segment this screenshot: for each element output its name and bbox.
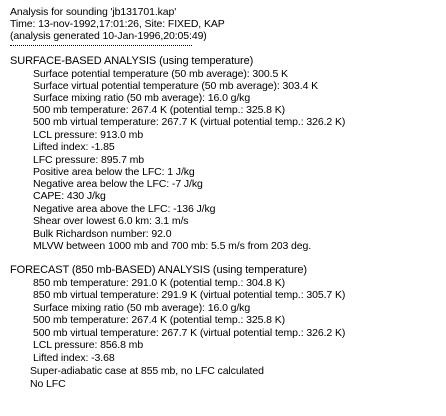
surface-item: Surface mixing ratio (50 mb average): 16.0 g/kg: [33, 92, 251, 104]
surface-item: Negative area below the LFC: -7 J/kg: [33, 178, 203, 190]
forecast-item: LCL pressure: 856.8 mb: [33, 339, 144, 351]
forecast-item: Lifted index: -3.68: [33, 352, 115, 364]
forecast-item: 500 mb temperature: 267.4 K (potential temp.: 325.8 K): [33, 314, 285, 326]
surface-item: MLVW between 1000 mb and 700 mb: 5.5 m/s from 203 deg.: [33, 240, 312, 252]
surface-item: Shear over lowest 6.0 km: 3.1 m/s: [33, 215, 189, 227]
forecast-note: No LFC: [30, 378, 66, 390]
surface-item: Surface potential temperature (50 mb average): 300.5 K: [33, 68, 288, 80]
forecast-item: Surface mixing ratio (50 mb average): 16.0 g/kg: [33, 302, 251, 314]
surface-item: 500 mb temperature: 267.4 K (potential temp.: 325.8 K): [33, 104, 285, 116]
surface-item: Bulk Richardson number: 92.0: [33, 228, 172, 240]
header-sounding-title: Analysis for sounding 'jb131701.kap': [10, 6, 177, 18]
surface-item: Negative area above the LFC: -136 J/kg: [33, 203, 216, 215]
forecast-item: 850 mb temperature: 291.0 K (potential temp.: 304.8 K): [33, 277, 285, 289]
header-time-site: Time: 13-nov-1992,17:01:26, Site: FIXED, KAP: [10, 18, 225, 30]
surface-section-title: SURFACE-BASED ANALYSIS (using temperature): [10, 55, 254, 67]
header-divider: [10, 45, 192, 46]
forecast-section-title: FORECAST (850 mb-BASED) ANALYSIS (using temperature): [10, 264, 307, 276]
surface-item: LCL pressure: 913.0 mb: [33, 129, 144, 141]
surface-item: CAPE: 430 J/kg: [33, 190, 106, 202]
forecast-note: Super-adiabatic case at 855 mb, no LFC calculated: [30, 365, 264, 377]
forecast-item: 500 mb virtual temperature: 267.7 K (virtual potential temp.: 326.2 K): [33, 327, 346, 339]
header-analysis-generated: (analysis generated 10-Jan-1996,20:05:49): [10, 30, 207, 42]
surface-item: 500 mb virtual temperature: 267.7 K (virtual potential temp.: 326.2 K): [33, 116, 346, 128]
surface-item: Positive area below the LFC: 1 J/kg: [33, 166, 195, 178]
surface-item: Lifted index: -1.85: [33, 141, 115, 153]
surface-item: LFC pressure: 895.7 mb: [33, 154, 145, 166]
surface-item: Surface virtual potential temperature (50 mb average): 303.4 K: [33, 80, 319, 92]
forecast-item: 850 mb virtual temperature: 291.9 K (virtual potential temp.: 305.7 K): [33, 289, 346, 301]
